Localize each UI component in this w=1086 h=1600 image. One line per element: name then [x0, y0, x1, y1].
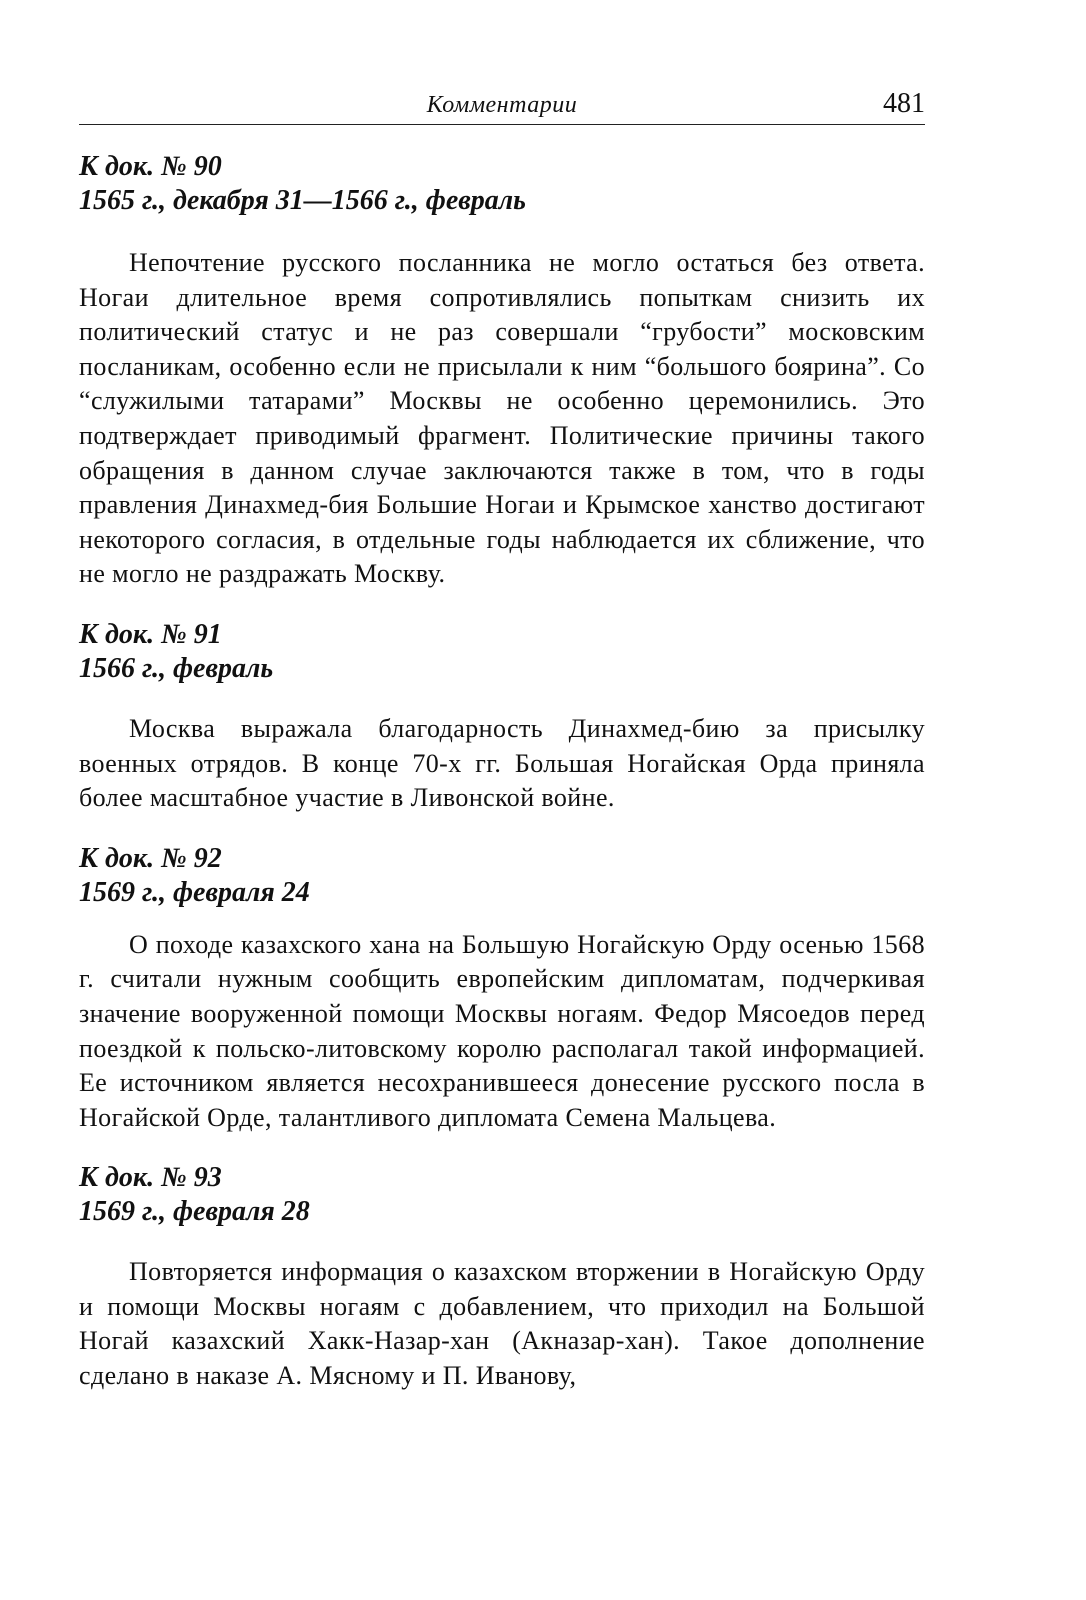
page-number: 481 [883, 88, 925, 119]
comment-paragraph: Москва выражала благодарность Динахмед-бию за присылку военных отрядов. В конце 70-х гг. Большая Ногайская Орда приняла более масштабное участие в Ливонской войне. [79, 713, 925, 813]
comment-section-92 [79, 842, 925, 1136]
doc-ref: К док. № 92 [79, 842, 222, 874]
section-heading [79, 618, 925, 686]
comment-paragraph: Непочтение русского посланника не могло остаться без ответа. Ногаи длительное время сопротивлялись попыткам снизить их политический статус и не раз совершали “грубости” московским посланикам, особенно если не присылали к ним “большого боярина”. Со “служилыми татарами” Москвы не особенно церемонились. Это подтверждает приводимый фрагмент. Политические причины такого обращения в данном случае заключаются также в том, что в годы правления Динахмед-бия Большие Ногаи и Крымское ханство достигают некоторого согласия, в отдельные годы наблюдается их сближение, что не могло не раздражать Москву. [79, 248, 925, 589]
comment-paragraph: Повторяется информация о казахском вторжении в Ногайскую Орду и помощи Москвы ногаям с добавлением, что приходил на Большой Ногай казахский Хакк-Назар-хан (Акназар-хан). Такое дополнение сделано в наказе А. Мясному и П. Иванову, [79, 1257, 925, 1391]
section-heading [79, 1161, 925, 1229]
running-title: Комментарии [426, 92, 578, 118]
header-rule [79, 124, 925, 125]
comment-section-93 [79, 1161, 925, 1393]
doc-ref: К док. № 91 [79, 618, 222, 650]
running-header [79, 86, 925, 126]
doc-date: 1565 г., декабря 31—1566 г., февраль [79, 185, 526, 216]
comment-paragraph: О походе казахского хана на Большую Ногайскую Орду осенью 1568 г. считали нужным сообщить европейским дипломатам, подчеркивая значение вооруженной помощи Москвы ногаям. Федор Мясоедов перед поездкой к польско-литовскому королю располагал такой информацией. Ее источником является несохранившееся донесение русского посла в Ногайской Орде, талантливого дипломата Семена Мальцева. [79, 929, 925, 1132]
doc-ref: К док. № 93 [79, 1162, 222, 1194]
section-heading [79, 842, 925, 910]
doc-ref: К док. № 90 [79, 151, 222, 182]
document-page [79, 86, 925, 1420]
doc-date: 1566 г., февраль [79, 652, 274, 684]
comment-section-91 [79, 618, 925, 816]
comment-section-90 [79, 150, 925, 592]
section-heading [79, 150, 925, 218]
doc-date: 1569 г., февраля 28 [79, 1196, 310, 1228]
doc-date: 1569 г., февраля 24 [79, 876, 310, 908]
